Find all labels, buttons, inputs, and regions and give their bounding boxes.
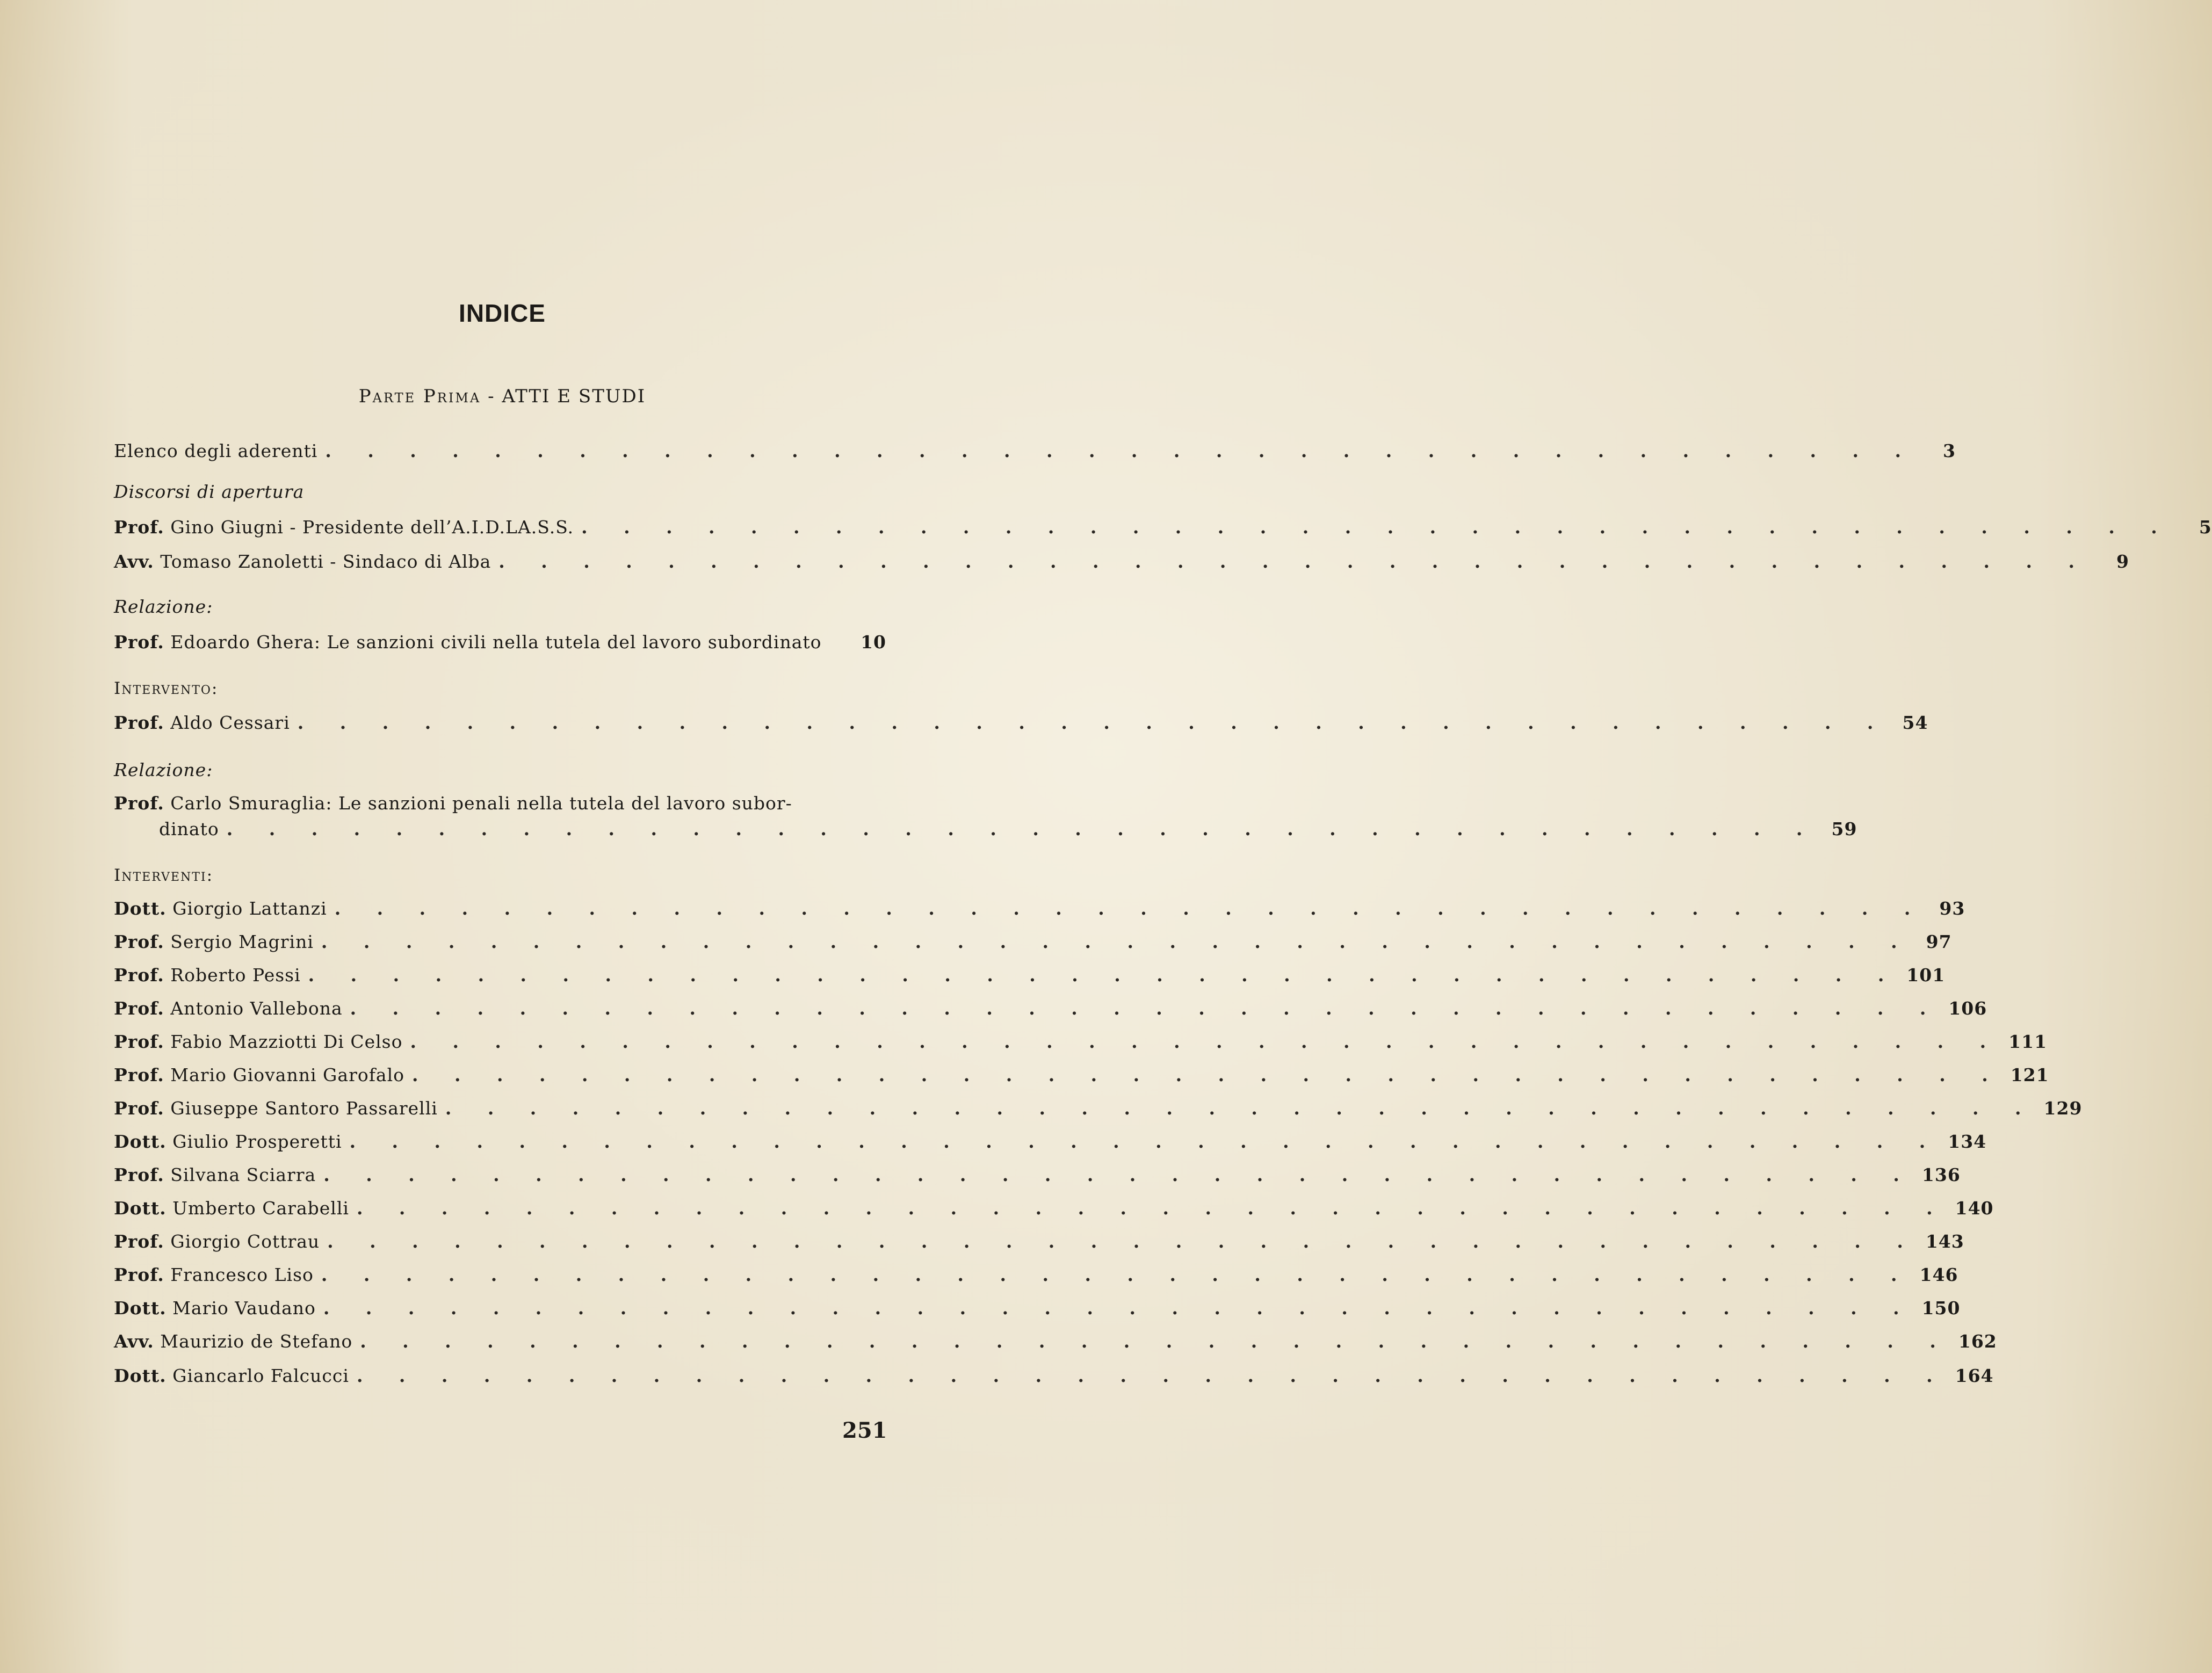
- page-title: INDICE: [459, 299, 546, 327]
- part-separator: -: [481, 386, 502, 407]
- entry-page: 140: [1955, 1198, 1994, 1219]
- part-heading: [0, 386, 1004, 407]
- entry-page: 162: [1958, 1331, 1997, 1352]
- entry-name: Silvana Sciarra: [170, 1164, 316, 1185]
- entry-name: Umberto Carabelli: [172, 1198, 349, 1219]
- entry-honorific: Prof.: [114, 1164, 164, 1185]
- entry-honorific: Dott.: [114, 898, 167, 919]
- entry-name: Antonio Vallebona: [170, 998, 343, 1019]
- entry-honorific: Dott.: [114, 1365, 167, 1386]
- dot-leader: . . . . . . . . . . . . . . . . . . . . . . . . . . . . . . . . . . . . . .: [226, 819, 1818, 839]
- toc-entry: [114, 965, 1946, 986]
- entry-honorific: Prof.: [114, 632, 164, 653]
- dot-leader: . . . . . . . . . . . . . . . . . . . . . . . . . . . . . . . . . . . . . .: [321, 1264, 1912, 1285]
- section-heading: Relazione:: [114, 596, 213, 617]
- entry-honorific: Prof.: [114, 1231, 164, 1252]
- entry-page: 150: [1921, 1298, 1961, 1319]
- toc-entry: [114, 1264, 1958, 1285]
- entry-text: [114, 1131, 342, 1152]
- dot-leader: . . . . . . . . . . . . . . . . . . . . . . . . . . . . . . . . . . . . . .: [297, 712, 1889, 733]
- toc-entry: [114, 1031, 2048, 1052]
- toc-entry: [114, 551, 2129, 572]
- entry-name: Mario Giovanni Garofalo: [170, 1064, 405, 1085]
- entry-text: [114, 1064, 404, 1085]
- entry-text: [114, 898, 327, 919]
- entry-page: 134: [1948, 1131, 1987, 1152]
- entry-text: [114, 1098, 438, 1119]
- entry-honorific: Prof.: [114, 931, 164, 952]
- entry-text: [114, 1164, 316, 1185]
- entry-page: 9: [2116, 551, 2129, 572]
- entry-honorific: Prof.: [114, 712, 164, 733]
- dot-leader: . . . . . . . . . . . . . . . . . . . . . . . . . . . . . . . . . . . . . .: [323, 1164, 1914, 1185]
- part-prefix: Parte Prima: [358, 386, 481, 407]
- dot-leader: . . . . . . . . . . . . . . . . . . . . . . . . . . . . . . . . . . . . . .: [412, 1064, 2003, 1085]
- entry-name: Giulio Prosperetti: [172, 1131, 342, 1152]
- toc-entry: [114, 998, 1987, 1019]
- toc-entry: [114, 1231, 1964, 1252]
- entry-text: [114, 1264, 314, 1285]
- toc-entry: [114, 1164, 1961, 1185]
- dot-leader: . . . . . . . . . . . . . . . . . . . . . . . . . . . . . . . . . . . . . .: [349, 1131, 1941, 1152]
- entry-name: Tomaso Zanoletti - Sindaco di Alba: [160, 551, 491, 572]
- entry-honorific: Prof.: [114, 1031, 164, 1052]
- dot-leader: . . . . . . . . . . . . . . . . . . . . . . . . . . . . . . . . . . . . . .: [321, 931, 1912, 952]
- toc-entry: [114, 1198, 1994, 1219]
- entry-name: Francesco Liso: [170, 1264, 314, 1285]
- entry-honorific: Avv.: [114, 551, 154, 572]
- entry-page: 129: [2043, 1098, 2083, 1119]
- dot-leader: . . . . . . . . . . . . . . . . . . . . . . . . . . . . . . . . . . . . . .: [356, 1198, 1948, 1219]
- entry-page: 10: [861, 632, 886, 653]
- entry-page: 93: [1939, 898, 1965, 919]
- entry-page: 59: [1831, 819, 1857, 839]
- part-name: ATTI E STUDI: [502, 386, 646, 407]
- entry-text: [114, 1031, 402, 1052]
- entry-page: 106: [1948, 998, 1987, 1019]
- entry-text: [114, 1198, 349, 1219]
- toc-entry: [114, 1365, 1994, 1386]
- entry-honorific: Dott.: [114, 1131, 167, 1152]
- entry-text: Elenco degli aderenti: [114, 440, 318, 461]
- entry-text: [114, 931, 314, 952]
- entry-name: Gino Giugni - Presidente dell’A.I.D.LA.S.S.: [170, 517, 574, 538]
- dot-leader: . . . . . . . . . . . . . . . . . . . . . . . . . . . . . . . . . . . . . .: [334, 898, 1926, 919]
- entry-text: [114, 632, 822, 653]
- toc-entry: [114, 1331, 1997, 1352]
- entry-page: 3: [1943, 440, 1956, 461]
- entry-name: Fabio Mazziotti Di Celso: [170, 1031, 403, 1052]
- entry-name: Giuseppe Santoro Passarelli: [170, 1098, 438, 1119]
- entry-honorific: Prof.: [114, 965, 164, 986]
- entry-name: Edoardo Ghera: Le sanzioni civili nella tutela del lavoro subordinato: [170, 632, 822, 653]
- toc-entry: [114, 793, 886, 814]
- toc-entry: [114, 931, 1952, 952]
- entry-text: [114, 1231, 320, 1252]
- entry-text: [114, 965, 301, 986]
- entry-text: [114, 793, 792, 814]
- section-heading: Relazione:: [114, 759, 213, 780]
- toc-entry: [114, 440, 1956, 461]
- section-heading: Discorsi di apertura: [114, 481, 305, 502]
- entry-page: 111: [2008, 1031, 2048, 1052]
- entry-page: 97: [1926, 931, 1952, 952]
- entry-page: 101: [1906, 965, 1946, 986]
- toc-entry: [114, 517, 2212, 538]
- entry-page: 54: [1902, 712, 1928, 733]
- toc-entry: [114, 1098, 2083, 1119]
- dot-leader: . . . . . . . . . . . . . . . . . . . . . . . . . . . . . . . . . . . . . .: [410, 1031, 2001, 1052]
- entry-honorific: Prof.: [114, 1064, 164, 1085]
- entry-page: 146: [1919, 1264, 1958, 1285]
- entry-name: Giorgio Lattanzi: [172, 898, 327, 919]
- entry-honorific: Prof.: [114, 1098, 164, 1119]
- dot-leader: . . . . . . . . . . . . . . . . . . . . . . . . . . . . . . . . . . . . . .: [308, 965, 1899, 986]
- entry-text: [114, 517, 574, 538]
- toc-entry: [114, 632, 886, 653]
- entry-text: [114, 1331, 352, 1352]
- section-heading: Interventi:: [114, 866, 214, 885]
- dot-leader: . . . . . . . . . . . . . . . . . . . . . . . . . . . . . . . . . . . . . .: [581, 517, 2172, 538]
- entry-text: dinato: [159, 819, 219, 839]
- entry-honorific: Prof.: [114, 1264, 164, 1285]
- entry-name: Aldo Cessari: [170, 712, 290, 733]
- entry-name: Maurizio de Stefano: [160, 1331, 353, 1352]
- entry-name: Carlo Smuraglia: Le sanzioni penali nella tutela del lavoro subor-: [170, 793, 792, 814]
- toc-entry: [114, 898, 1965, 919]
- entry-name: Giancarlo Falcucci: [172, 1365, 349, 1386]
- entry-text: [114, 551, 491, 572]
- dot-leader: . . . . . . . . . . . . . . . . . . . . . . . . . . . . . . . . . . . . . .: [323, 1298, 1914, 1319]
- entry-honorific: Avv.: [114, 1331, 154, 1352]
- entry-page: 121: [2010, 1064, 2049, 1085]
- toc-entry: [114, 1064, 2049, 1085]
- entry-name: Mario Vaudano: [172, 1298, 316, 1319]
- toc-entry: [114, 1298, 1961, 1319]
- entry-text: [114, 998, 343, 1019]
- entry-text: [114, 1298, 316, 1319]
- entry-page: 136: [1921, 1164, 1961, 1185]
- dot-leader: . . . . . . . . . . . . . . . . . . . . . . . . . . . . . . . . . . . . . .: [356, 1365, 1948, 1386]
- entry-text: [114, 712, 290, 733]
- toc-entry: [159, 819, 1857, 839]
- dot-leader: . . . . . . . . . . . . . . . . . . . . . . . . . . . . . . . . . . . . . .: [325, 440, 1917, 461]
- dot-leader: . . . . . . . . . . . . . . . . . . . . . . . . . . . . . . . . . . . . . .: [445, 1098, 2036, 1119]
- toc-entry: [114, 1131, 1987, 1152]
- dot-leader: . . . . . . . . . . . . . . . . . . . . . . . . . . . . . . . . . . . . . .: [350, 998, 1941, 1019]
- page-number: 251: [842, 1418, 887, 1443]
- entry-page: 164: [1955, 1365, 1994, 1386]
- entry-text: [114, 1365, 349, 1386]
- dot-leader: . . . . . . . . . . . . . . . . . . . . . . . . . . . . . . . . . . . . . .: [327, 1231, 1918, 1252]
- toc-entry: [114, 712, 1928, 733]
- entry-name: Giorgio Cottrau: [170, 1231, 320, 1252]
- section-heading: Intervento:: [114, 679, 219, 698]
- entry-honorific: Prof.: [114, 517, 164, 538]
- entry-honorific: Prof.: [114, 793, 164, 814]
- entry-page: 143: [1925, 1231, 1964, 1252]
- entry-honorific: Prof.: [114, 998, 164, 1019]
- entry-name: Sergio Magrini: [170, 931, 314, 952]
- dot-leader: . . . . . . . . . . . . . . . . . . . . . . . . . . . . . . . . . . . . . .: [360, 1331, 1951, 1352]
- entry-page: 5: [2199, 517, 2212, 538]
- entry-honorific: Dott.: [114, 1298, 167, 1319]
- entry-honorific: Dott.: [114, 1198, 167, 1219]
- entry-name: Roberto Pessi: [170, 965, 301, 986]
- dot-leader: . . . . . . . . . . . . . . . . . . . . . . . . . . . . . . . . . . . . . .: [498, 551, 2090, 572]
